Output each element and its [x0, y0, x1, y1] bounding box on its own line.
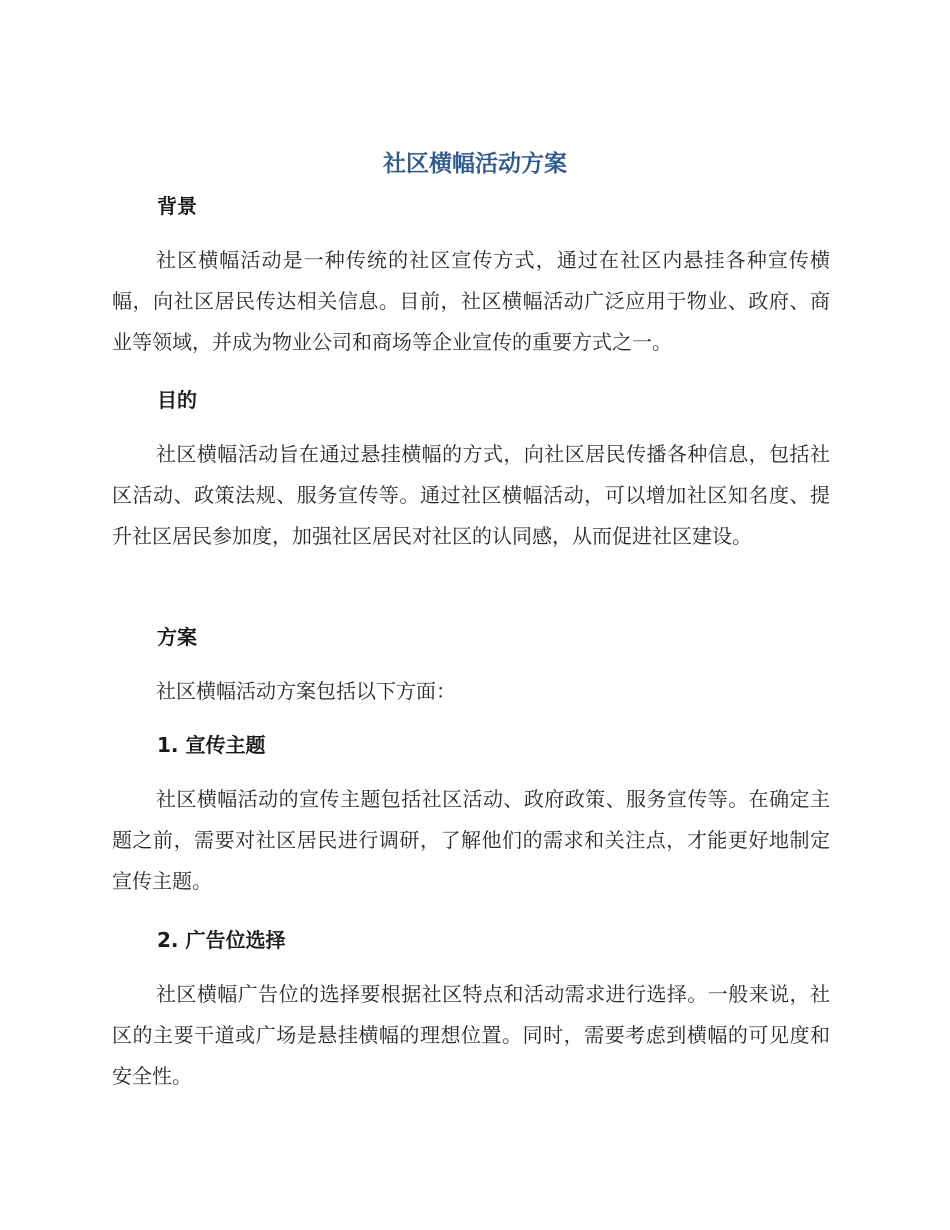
- section-paragraph-purpose: 社区横幅活动旨在通过悬挂横幅的方式，向社区居民传播各种信息，包括社区活动、政策法规、服务宣传等。通过社区横幅活动，可以增加社区知名度、提升社区居民参加度，加强社区居民对社区的认同感，从而促进社区建设。: [112, 442, 830, 548]
- section-heading-plan: 方案: [157, 625, 197, 649]
- section-heading-background: 背景: [157, 194, 197, 218]
- section-paragraph-background: 社区横幅活动是一种传统的社区宣传方式，通过在社区内悬挂各种宣传横幅，向社区居民传达相关信息。目前，社区横幅活动广泛应用于物业、政府、商业等领域，并成为物业公司和商场等企业宣传的重要方式之一。: [112, 248, 830, 354]
- section-paragraph-theme: 社区横幅活动的宣传主题包括社区活动、政府政策、服务宣传等。在确定主题之前，需要对社区居民进行调研，了解他们的需求和关注点，才能更好地制定宣传主题。: [112, 787, 830, 893]
- section-heading-purpose: 目的: [157, 388, 197, 412]
- section-paragraph-ad-location: 社区横幅广告位的选择要根据社区特点和活动需求进行选择。一般来说，社区的主要干道或广场是悬挂横幅的理想位置。同时，需要考虑到横幅的可见度和安全性。: [112, 982, 830, 1088]
- section-paragraph-plan: 社区横幅活动方案包括以下方面：: [156, 679, 456, 703]
- document-title: 社区横幅活动方案: [383, 151, 567, 177]
- section-heading-ad-location: 2. 广告位选择: [157, 928, 286, 952]
- section-heading-theme: 1. 宣传主题: [157, 733, 266, 757]
